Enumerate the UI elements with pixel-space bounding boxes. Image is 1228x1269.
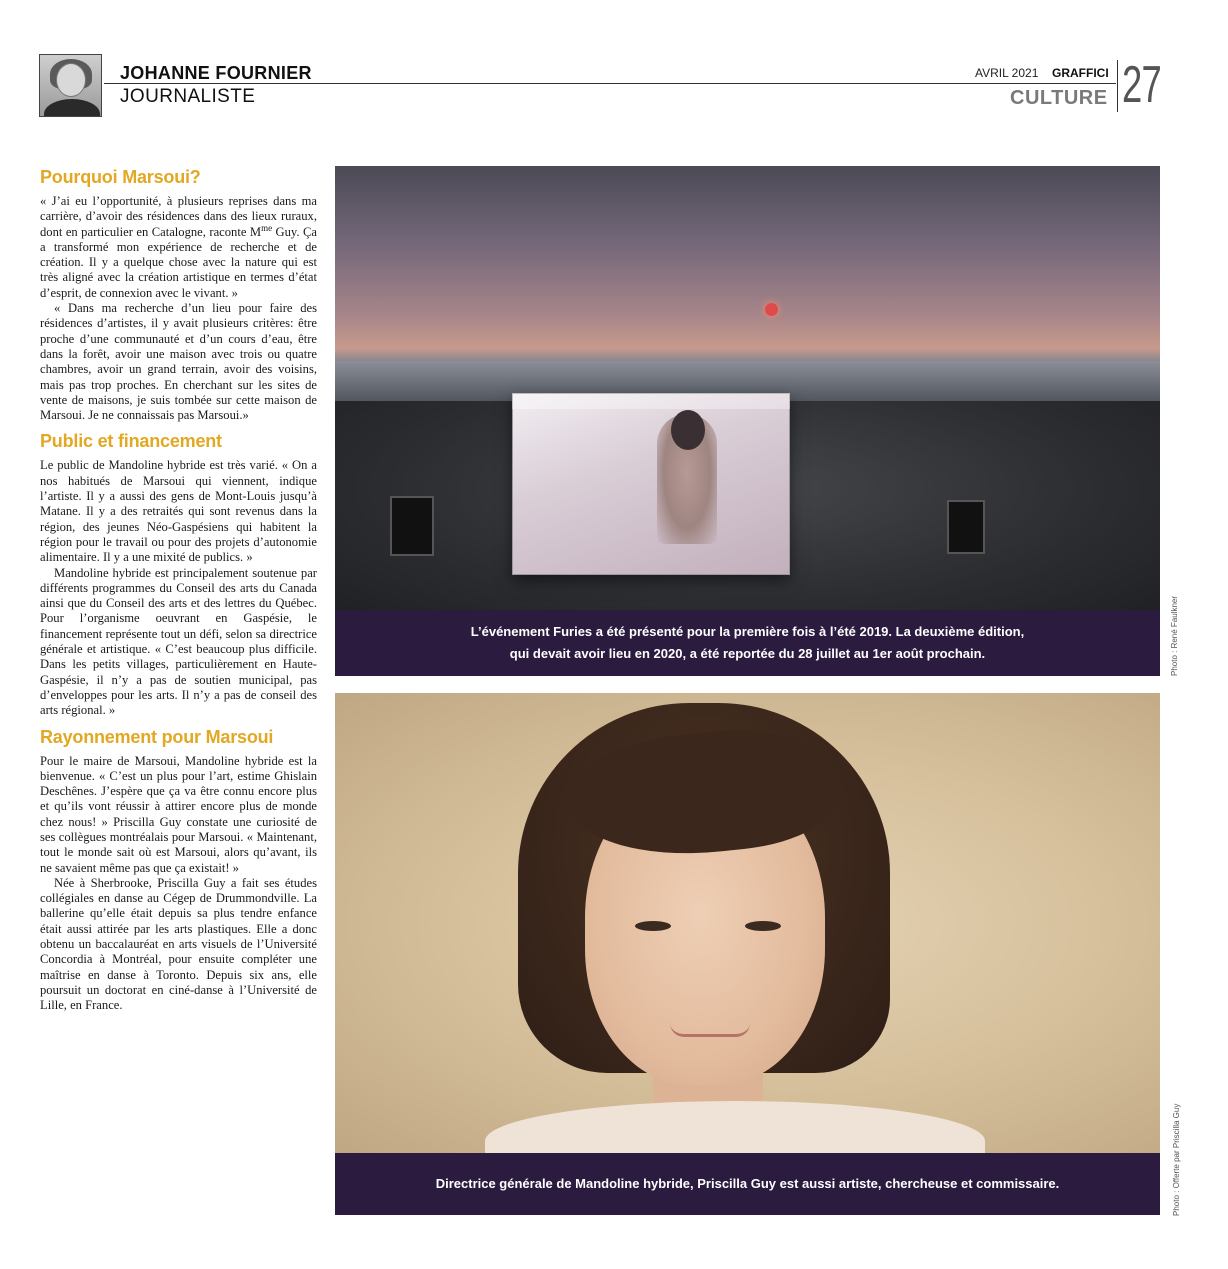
publication-name: GRAFFICI bbox=[1052, 66, 1109, 80]
author-name: JOHANNE FOURNIER bbox=[120, 63, 312, 83]
photo-caption-1: L’événement Furies a été présenté pour la première fois à l’été 2019. La deuxième édition, qui devait avoir lieu en 2020, a été reportée du 28 juillet au 1er août prochain. bbox=[335, 610, 1160, 676]
photo-credit-1: Photo : René Faulkner bbox=[1170, 595, 1179, 676]
subheading-public-financement: Public et financement bbox=[40, 431, 222, 452]
photo-credit-2: Photo : Offerte par Priscilla Guy bbox=[1172, 1103, 1181, 1216]
speaker-right bbox=[947, 500, 985, 554]
photo-priscilla-guy-portrait bbox=[335, 693, 1160, 1153]
paragraph: Mandoline hybride est principalement soutenue par différents programmes du Conseil des arts du Canada ainsi que du Conseil des arts et des lettres du Québec. Pour l’organisme oeuvrant en Gaspésie, le financement représente tout un défi, selon sa directrice générale et artistique. « C’est beaucoup plus difficile. Dans les petits villages, particulièrement en Haute-Gaspésie, il n’y a pas de soutien municipal, pas d’enveloppes pour les arts. Il n’y a pas de conseil des arts régional. » bbox=[40, 565, 317, 718]
section-name: CULTURE bbox=[1010, 87, 1108, 109]
issue-date: AVRIL 2021 bbox=[975, 66, 1039, 80]
subheading-pourquoi-marsoui: Pourquoi Marsoui? bbox=[40, 167, 201, 187]
header-divider bbox=[104, 83, 1116, 84]
speaker-left bbox=[390, 496, 434, 556]
paragraph: « J’ai eu l’opportunité, à plusieurs reprises dans ma carrière, d’avoir des résidences dans des lieux ruraux, dont en particulier en Catalogne, raconte $M^{me}$ Guy. Ça a transformé mon expérience de recherche et de création. Il y a quelque chose avec la nature qui est très aligné avec la création artistique en termes d’état d’esprit, de connexion avec le vivant. » bbox=[40, 194, 317, 300]
paragraph: Pour le maire de Marsoui, Mandoline hybride est la bienvenue. « C’est un plus pour l’art, estime Ghislain Deschênes. J’espère que ça va être connu encore plus et qu’ils vont réussir à attirer encore plus de monde chez nous! » Priscilla Guy constate une curiosité de ses collègues montréalais pour Marsoui. « Maintenant, tout le monde sait où est Marsoui, alors qu’avant, ils ne savaient même pas que ça existait! » bbox=[40, 753, 317, 875]
author-photo bbox=[39, 54, 102, 117]
author-role: JOURNALISTE bbox=[120, 86, 256, 107]
photo-furies-event bbox=[335, 166, 1160, 610]
page-number-divider bbox=[1117, 60, 1118, 112]
article-column bbox=[40, 165, 317, 1014]
page-number: 27 bbox=[1122, 56, 1162, 114]
paragraph: « Dans ma recherche d’un lieu pour faire des résidences d’artistes, il y avait plusieurs critères: être proche d’une communauté et d’un cours d’eau, être dans la forêt, avoir une maison avec trois ou quatre chambres, avoir un grand terrain, avoir des voisins, mais pas trop proches. En cherchant sur les sites de vente de maisons, je suis tombée sur cette maison de Marsoui. Je ne connaissais pas Marsoui.» bbox=[40, 301, 317, 423]
photo-caption-2: Directrice générale de Mandoline hybride, Priscilla Guy est aussi artiste, chercheuse et commissaire. bbox=[335, 1153, 1160, 1215]
subheading-rayonnement: Rayonnement pour Marsoui bbox=[40, 726, 274, 747]
paragraph: Le public de Mandoline hybride est très varié. « On a nos habitués de Marsoui qui viennent, indique l’artiste. Il y a aussi des gens de Mont-Louis jusqu’à Matane. Il y a des retraités qui sont revenus dans la région, des jeunes Néo-Gaspésiens qui habitent la région pour le travail ou pour des projets d’autonomie alimentaire. Il y a une mixité de publics. » bbox=[40, 458, 317, 565]
paragraph: Née à Sherbrooke, Priscilla Guy a fait ses études collégiales en danse au Cégep de Drummondville. La ballerine qu’elle était depuis sa plus tendre enfance était aussi attirée par les arts plastiques. Elle a donc obtenu un baccalauréat en arts visuels de l’Université Concordia à Montréal, pour ensuite compléter une maîtrise en danse à Toronto. Depuis six ans, elle poursuit un doctorat en ciné-danse à l’Université de Lille, en France. bbox=[40, 875, 317, 1013]
